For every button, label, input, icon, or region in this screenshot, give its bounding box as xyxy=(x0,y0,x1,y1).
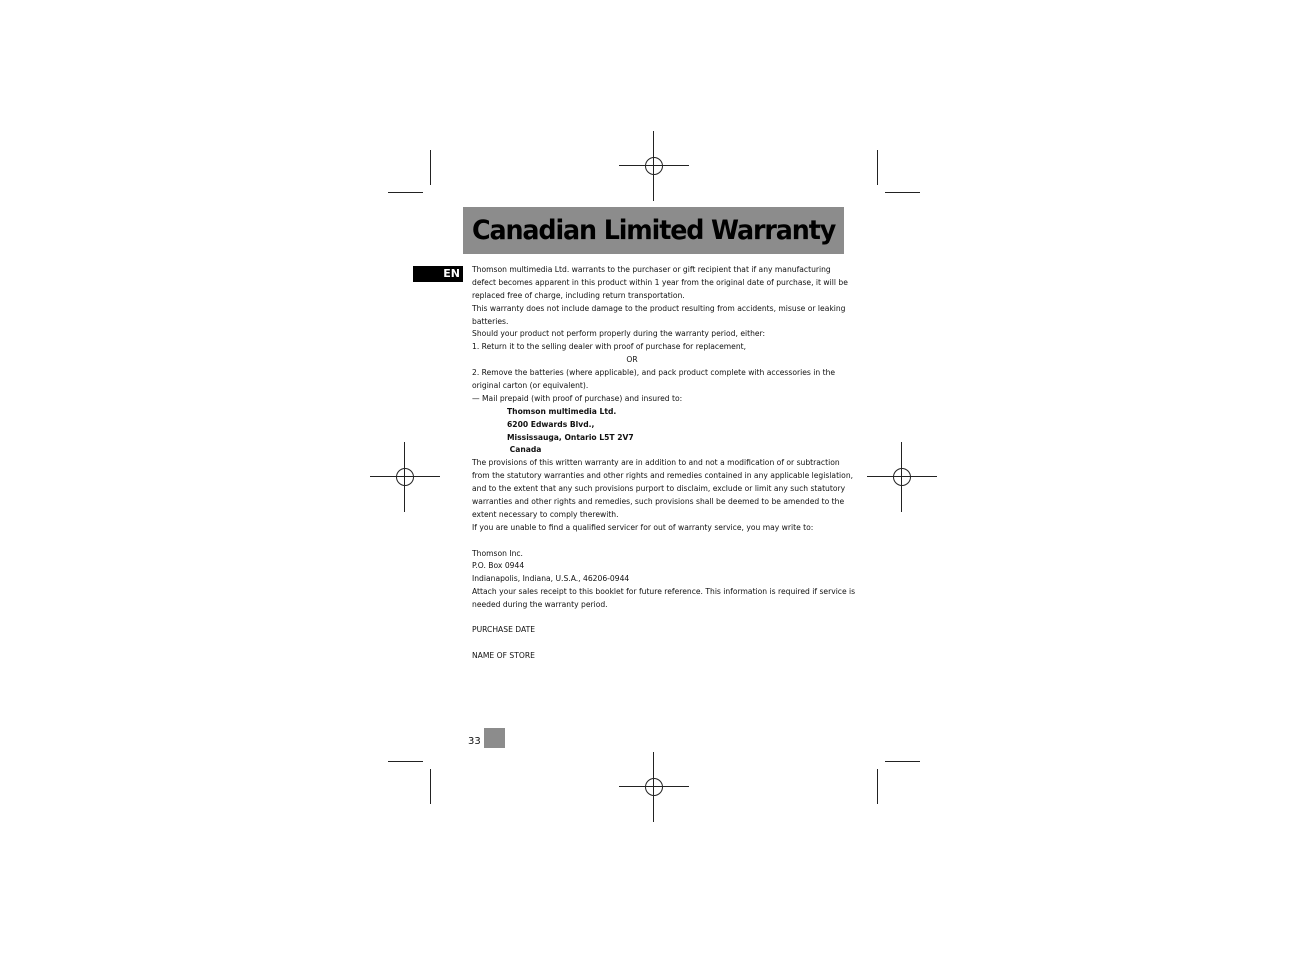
store-name-label: NAME OF STORE xyxy=(472,650,535,660)
registration-mark-top xyxy=(619,131,689,201)
crop-mark xyxy=(430,150,431,185)
mail-instruction: — Mail prepaid (with proof of purchase) and insured to: xyxy=(472,393,683,403)
registration-mark-right xyxy=(867,442,937,512)
page-number: 33 xyxy=(468,736,481,747)
paragraph-line: If you are unable to find a qualified servicer for out of warranty service, you may write to: xyxy=(472,522,814,532)
registration-mark-bottom xyxy=(619,752,689,822)
or-separator: OR xyxy=(626,355,638,365)
paragraph-line: replaced free of charge, including return transportation. xyxy=(472,290,685,300)
paragraph-line: batteries. xyxy=(472,316,509,326)
crop-mark xyxy=(430,769,431,804)
crop-mark xyxy=(388,192,423,193)
paragraph-line: This warranty does not include damage to the product resulting from accidents, misuse or leaking xyxy=(472,303,846,313)
crop-mark xyxy=(388,761,423,762)
page-title: Canadian Limited Warranty xyxy=(472,215,836,246)
paragraph-line: warranties and other rights and remedies, such provisions shall be deemed to be amended to the xyxy=(472,497,845,507)
paragraph-line: and to the extent that any such provisions purport to disclaim, exclude or limit any such statutory xyxy=(472,484,846,494)
us-address-line: Indianapolis, Indiana, U.S.A., 46206-0944 xyxy=(472,574,630,584)
option-two: 2. Remove the batteries (where applicable), and pack product complete with accessories in the xyxy=(472,368,836,378)
option-two: original carton (or equivalent). xyxy=(472,381,589,391)
paragraph-line: Should your product not perform properly during the warranty period, either: xyxy=(472,329,766,339)
crop-mark xyxy=(885,192,920,193)
paragraph-line: extent necessary to comply therewith. xyxy=(472,509,619,519)
address-line: Mississauga, Ontario L5T 2V7 xyxy=(507,432,634,442)
warranty-body xyxy=(472,264,856,663)
paragraph-line: defect becomes apparent in this product within 1 year from the original date of purchase, it will be xyxy=(472,277,848,287)
paragraph-line: needed during the warranty period. xyxy=(472,600,608,610)
paragraph-line: Thomson multimedia Ltd. warrants to the purchaser or gift recipient that if any manufacturing xyxy=(472,265,831,274)
paragraph-line: The provisions of this written warranty are in addition to and not a modification of or subtraction xyxy=(472,458,840,468)
paragraph-line: Attach your sales receipt to this booklet for future reference. This information is required if service is xyxy=(472,587,856,597)
us-address-line: Thomson Inc. xyxy=(472,548,523,558)
us-address-line: P.O. Box 0944 xyxy=(472,561,525,571)
address-line: Canada xyxy=(507,445,542,455)
crop-mark xyxy=(877,769,878,804)
paragraph-line: from the statutory warranties and other rights and remedies contained in any applicable legislation, xyxy=(472,471,854,481)
crop-mark xyxy=(877,150,878,185)
page-number-tab xyxy=(484,728,505,748)
address-line: 6200 Edwards Blvd., xyxy=(507,419,595,429)
option-one: 1. Return it to the selling dealer with proof of purchase for replacement, xyxy=(472,342,747,352)
language-tab: EN xyxy=(413,266,463,282)
crop-mark xyxy=(885,761,920,762)
registration-mark-left xyxy=(370,442,440,512)
address-line: Thomson multimedia Ltd. xyxy=(507,406,617,416)
purchase-date-label: PURCHASE DATE xyxy=(472,625,536,635)
title-banner xyxy=(463,207,844,254)
